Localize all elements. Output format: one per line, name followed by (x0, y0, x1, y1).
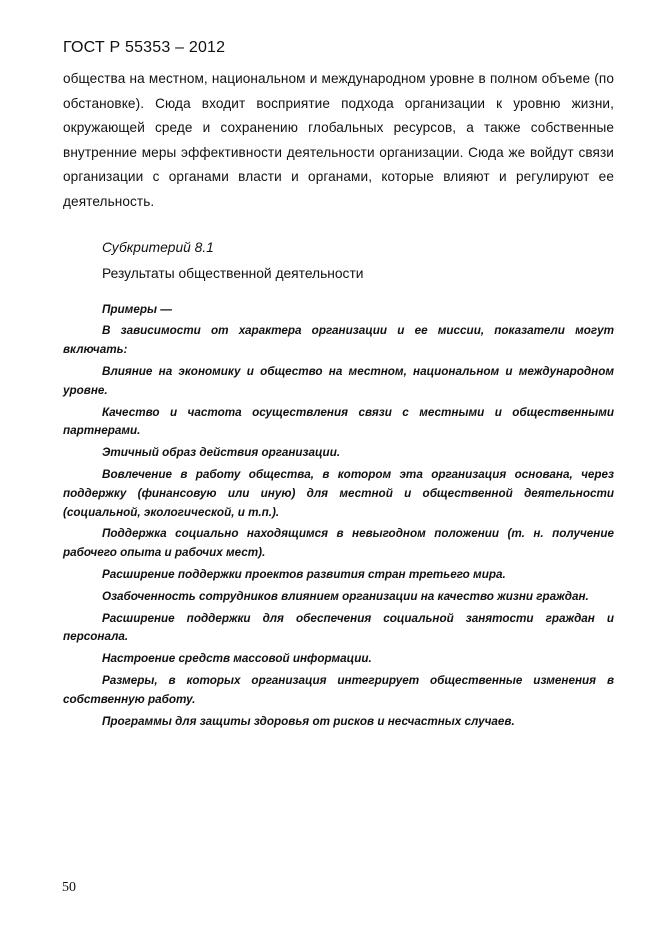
example-item: Вовлечение в работу общества, в котором эта организация основана, через поддержку (финансовую или иную) для местной и общественной деятельности (социальной, экологической, и т.п.). (63, 467, 614, 519)
document-header: ГОСТ Р 55353 – 2012 (63, 39, 226, 56)
example-item: Поддержка социально находящимся в невыгодном положении (т. н. получение рабочего опыта и рабочих мест). (63, 527, 614, 560)
example-item: Озабоченность сотрудников влиянием организации на качество жизни граждан. (102, 589, 589, 603)
subcriterion-block (63, 235, 614, 287)
page-number: 50 (62, 880, 76, 895)
subcriterion-label: Субкритерий 8.1 (102, 239, 214, 255)
example-item: Этичный образ действия организации. (102, 446, 341, 460)
example-item: Влияние на экономику и общество на местном, национальном и международном уровне. (63, 364, 614, 397)
examples-heading: Примеры — (102, 302, 172, 316)
example-item: Расширение поддержки проектов развития стран третьего мира. (102, 567, 506, 581)
document-page (63, 38, 614, 734)
subcriterion-title: Результаты общественной деятельности (102, 265, 364, 281)
example-item: Качество и частота осуществления связи с местными и общественными партнерами. (63, 405, 614, 438)
intro-text (63, 67, 614, 215)
example-item: Программы для защиты здоровья от рисков и несчастных случаев. (102, 714, 515, 728)
example-item: Размеры, в которых организация интегрирует общественные изменения в собственную работу. (63, 673, 614, 706)
example-item: Расширение поддержки для обеспечения социальной занятости граждан и персонала. (63, 611, 614, 644)
example-item: В зависимости от характера организации и ее миссии, показатели могут включать: (63, 324, 614, 357)
examples-block (63, 301, 614, 732)
example-item: Настроение средств массовой информации. (102, 652, 372, 666)
intro-paragraph: общества на местном, национальном и международном уровне в полном объеме (по обстановке). Сюда входит восприятие подхода организации к уровню жизни, окружающей среде и сохранению глобальных ресурсов, а также собственные внутренние меры эффективности деятельности организации. Сюда же войдут связи организации с органами власти и органами, которые влияют и регулируют ее деятельность. (63, 71, 614, 209)
